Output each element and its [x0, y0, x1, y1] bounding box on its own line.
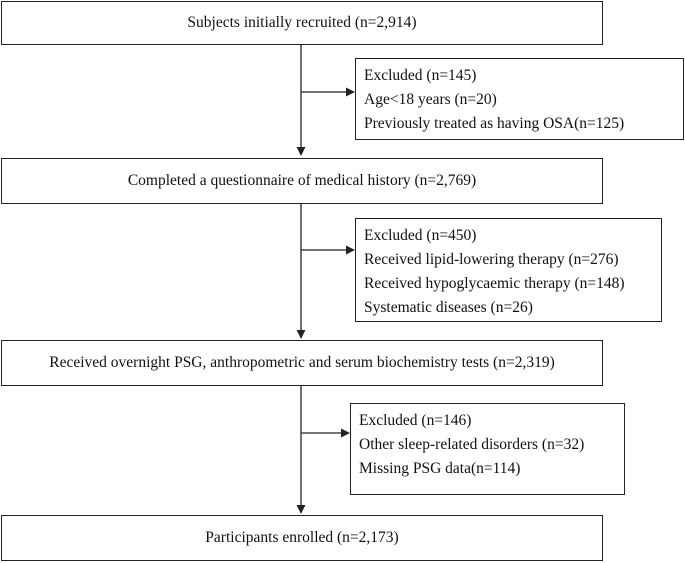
exclusion2-item: Received hypoglycaemic therapy (n=148) — [364, 275, 625, 292]
exclusion2-item: Received lipid-lowering therapy (n=276) — [364, 251, 619, 268]
exclusion1-box — [355, 58, 684, 140]
exclusion1-title: Excluded (n=145) — [364, 67, 477, 84]
step1-box — [1, 1, 603, 45]
step4-label: Participants enrolled (n=2,173) — [205, 529, 399, 546]
exclusion3-title: Excluded (n=146) — [359, 412, 472, 429]
exclusion2-title: Excluded (n=450) — [364, 227, 477, 244]
step4-box — [1, 515, 603, 561]
step2-box — [1, 158, 603, 204]
step2-label: Completed a questionnaire of medical history (n=2,769) — [127, 172, 477, 189]
exclusion3-item: Other sleep-related disorders (n=32) — [359, 436, 585, 453]
exclusion3-item: Missing PSG data(n=114) — [359, 460, 521, 477]
exclusion3-box — [350, 403, 625, 495]
step3-box — [1, 340, 603, 386]
exclusion2-item: Systematic diseases (n=26) — [364, 299, 533, 316]
step1-label: Subjects initially recruited (n=2,914) — [187, 14, 417, 31]
exclusion1-item: Previously treated as having OSA(n=125) — [364, 115, 625, 132]
step3-label: Received overnight PSG, anthropometric and serum biochemistry tests (n=2,319) — [49, 354, 555, 371]
exclusion2-box — [355, 218, 662, 322]
exclusion1-item: Age<18 years (n=20) — [364, 91, 497, 108]
